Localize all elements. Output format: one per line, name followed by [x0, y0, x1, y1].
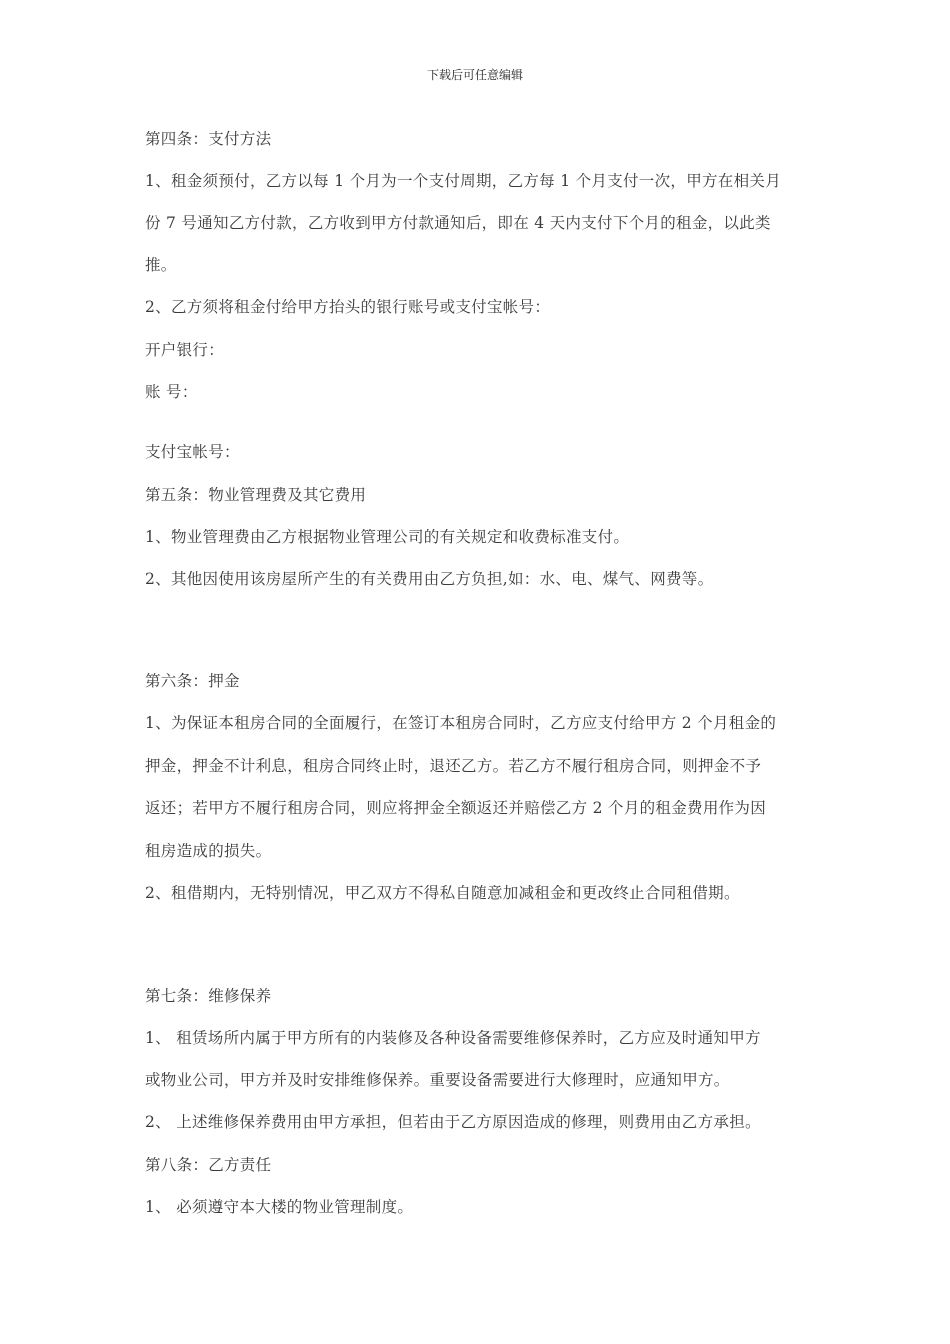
- article-8-clause-1: 1、 必须遵守本大楼的物业管理制度。: [145, 1198, 414, 1216]
- article-4-clause-2: 2、乙方须将租金付给甲方抬头的银行账号或支付宝帐号：: [145, 298, 551, 316]
- article-6-clause-2: 2、租借期内，无特别情况，甲乙双方不得私自随意加减租金和更改终止合同租借期。: [145, 884, 740, 902]
- article-4-clause-1-line-2: 份 7 号通知乙方付款，乙方收到甲方付款通知后，即在 4 天内支付下个月的租金，以此类: [145, 214, 771, 232]
- article-4-clause-1-line-1: 1、租金须预付，乙方以每 1 个月为一个支付周期，乙方每 1 个月支付一次，甲方在相关月: [145, 172, 781, 190]
- article-7-clause-1-line-2: 或物业公司，甲方并及时安排维修保养。重要设备需要进行大修理时，应通知甲方。: [145, 1071, 730, 1089]
- article-6-heading: 第六条：押金: [145, 672, 240, 690]
- account-number-field: 账 号：: [145, 383, 198, 401]
- article-7-clause-1-line-1: 1、 租赁场所内属于甲方所有的内装修及各种设备需要维修保养时，乙方应及时通知甲方: [145, 1029, 761, 1047]
- article-7-clause-2: 2、 上述维修保养费用由甲方承担，但若由于乙方原因造成的修理，则费用由乙方承担。: [145, 1113, 761, 1131]
- article-4-heading: 第四条：支付方法: [145, 130, 272, 148]
- article-5-clause-1: 1、物业管理费由乙方根据物业管理公司的有关规定和收费标准支付。: [145, 528, 630, 546]
- alipay-account-field: 支付宝帐号：: [145, 443, 240, 461]
- article-5-heading: 第五条：物业管理费及其它费用: [145, 486, 367, 504]
- article-4-clause-1-line-3: 推。: [145, 256, 177, 274]
- article-6-clause-1-line-3: 返还；若甲方不履行租房合同，则应将押金全额返还并赔偿乙方 2 个月的租金费用作为因: [145, 799, 767, 817]
- header-note: 下载后可任意编辑: [426, 68, 523, 82]
- article-7-heading: 第七条：维修保养: [145, 987, 272, 1005]
- article-6-clause-1-line-1: 1、为保证本租房合同的全面履行，在签订本租房合同时，乙方应支付给甲方 2 个月租金的: [145, 714, 777, 732]
- article-6-clause-1-line-2: 押金，押金不计利息，租房合同终止时，退还乙方。若乙方不履行租房合同，则押金不予: [145, 757, 762, 775]
- article-8-heading: 第八条：乙方责任: [145, 1156, 272, 1174]
- article-5-clause-2: 2、其他因使用该房屋所产生的有关费用由乙方负担,如：水、电、煤气、网费等。: [145, 570, 714, 588]
- article-6-clause-1-line-4: 租房造成的损失。: [145, 842, 272, 860]
- bank-name-field: 开户银行：: [145, 341, 225, 359]
